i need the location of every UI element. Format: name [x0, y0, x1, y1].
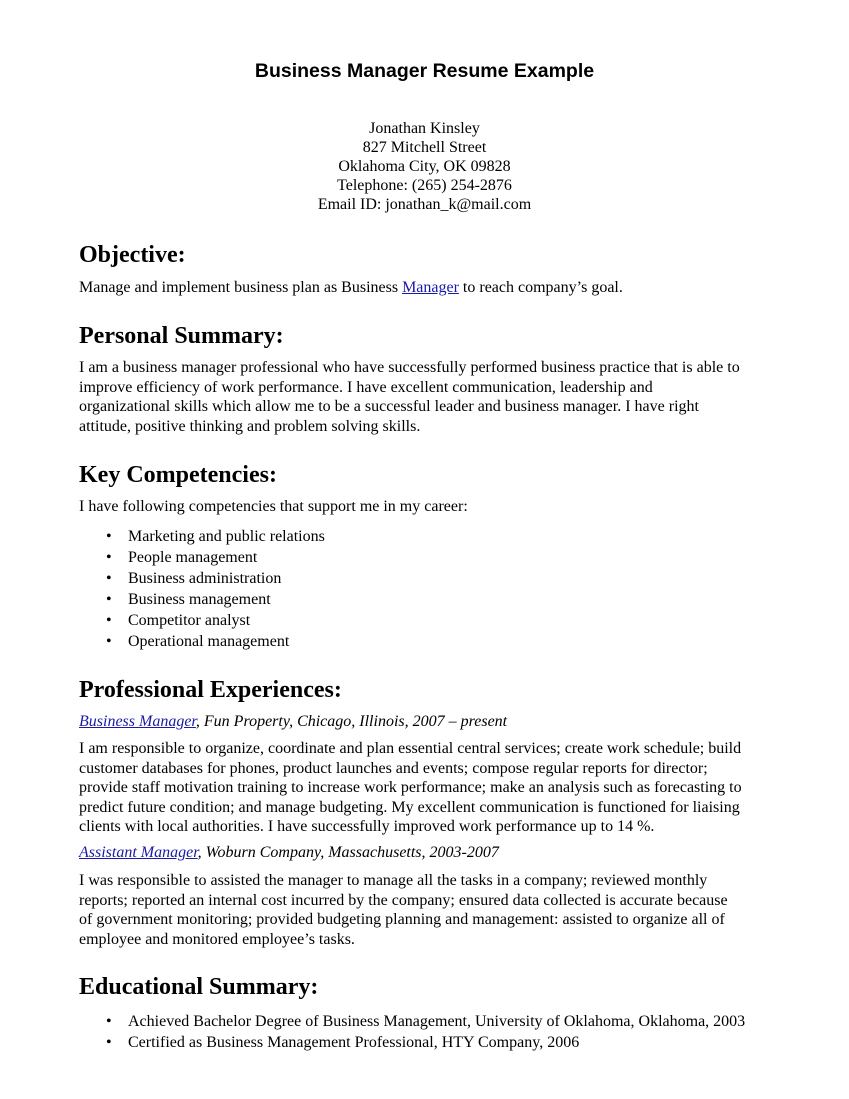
competencies-list	[79, 526, 325, 652]
contact-email: Email ID: jonathan_k@mail.com	[317, 196, 532, 213]
list-item	[79, 1032, 745, 1053]
contact-block	[0, 119, 849, 214]
paragraph-line: of government monitoring; provided budgeting planning and management: assisted to organize all of	[79, 911, 725, 928]
bullet-icon: •	[106, 633, 112, 650]
objective-heading: Objective:	[79, 242, 186, 268]
paragraph-line: clients with local authorities. I have successfully improved work performance up to 14 %.	[79, 818, 655, 835]
paragraph-line: predict future condition; and manage budgeting. My excellent communication is functioned for liaising	[79, 798, 740, 816]
paragraph-line: I am a business manager professional who have successfully performed business practice that is able to	[79, 359, 740, 376]
list-item	[79, 589, 325, 610]
contact-city: Oklahoma City, OK 09828	[338, 158, 511, 175]
job-title-line	[79, 843, 499, 862]
paragraph-line: provide staff motivation training to increase work performance; make an analysis such as forecasting to	[79, 779, 742, 796]
assistant-manager-link[interactable]: Assistant Manager	[79, 844, 198, 861]
job-title-line	[79, 712, 507, 731]
business-manager-link[interactable]: Business Manager	[79, 713, 196, 730]
paragraph-line: reports; reported an internal cost incurred by the company; ensured data collected is accurate because	[79, 891, 728, 909]
bullet-icon: •	[106, 549, 112, 566]
bullet-icon: •	[106, 612, 112, 629]
list-item	[79, 547, 325, 568]
list-item	[79, 631, 325, 652]
contact-telephone: Telephone: (265) 254-2876	[337, 177, 512, 194]
list-item-text: Achieved Bachelor Degree of Business Management, University of Oklahoma, Oklahoma, 2003	[128, 1013, 746, 1030]
document-title: Business Manager Resume Example	[254, 60, 595, 82]
job-details: , Fun Property, Chicago, Illinois, 2007 – present	[195, 713, 508, 730]
paragraph-line: organizational skills which allow me to be a successful leader and business manager. I have right	[79, 398, 699, 415]
list-item-text: Operational management	[128, 633, 290, 650]
paragraph-line: I was responsible to assisted the manager to manage all the tasks in a company; reviewed monthly	[79, 872, 708, 889]
key-competencies-intro: I have following competencies that support me in my career:	[79, 498, 468, 515]
personal-summary-heading: Personal Summary:	[79, 323, 284, 349]
bullet-icon: •	[106, 570, 112, 587]
paragraph-line: improve efficiency of work performance. I have excellent communication, leadership and	[79, 378, 653, 396]
list-item-text: People management	[128, 549, 258, 566]
personal-summary-text	[79, 358, 779, 436]
bullet-icon: •	[106, 1013, 112, 1030]
list-item	[79, 1011, 745, 1032]
list-item-text: Certified as Business Management Professional, HTY Company, 2006	[128, 1034, 580, 1051]
list-item-text: Business administration	[128, 570, 282, 587]
education-list	[79, 1011, 745, 1053]
list-item	[79, 526, 325, 547]
educational-summary-heading: Educational Summary:	[79, 974, 319, 1000]
bullet-icon: •	[106, 1034, 112, 1051]
paragraph-line: attitude, positive thinking and problem solving skills.	[79, 417, 421, 435]
professional-experiences-heading: Professional Experiences:	[79, 677, 342, 703]
objective-text-after: to reach company’s goal.	[458, 279, 623, 296]
list-item-text: Business management	[128, 591, 271, 608]
paragraph-line: I am responsible to organize, coordinate and plan essential central services; create work schedule; build	[79, 740, 742, 757]
list-item	[79, 610, 325, 631]
manager-link[interactable]: Manager	[402, 279, 459, 296]
job-description	[79, 871, 779, 949]
list-item-text: Competitor analyst	[128, 612, 251, 629]
bullet-icon: •	[106, 591, 112, 608]
key-competencies-heading: Key Competencies:	[79, 462, 277, 488]
contact-name: Jonathan Kinsley	[369, 120, 480, 137]
objective-text-before: Manage and implement business plan as Business	[79, 279, 403, 296]
contact-street: 827 Mitchell Street	[362, 139, 487, 156]
job-description	[79, 739, 779, 837]
paragraph-line: customer databases for phones, product launches and events; compose regular reports for director;	[79, 759, 708, 777]
objective-text	[79, 278, 779, 298]
list-item-text: Marketing and public relations	[128, 528, 325, 545]
list-item	[79, 568, 325, 589]
job-details: , Woburn Company, Massachusetts, 2003-2007	[197, 844, 499, 861]
bullet-icon: •	[106, 528, 112, 545]
paragraph-line: employee and monitored employee’s tasks.	[79, 930, 355, 948]
